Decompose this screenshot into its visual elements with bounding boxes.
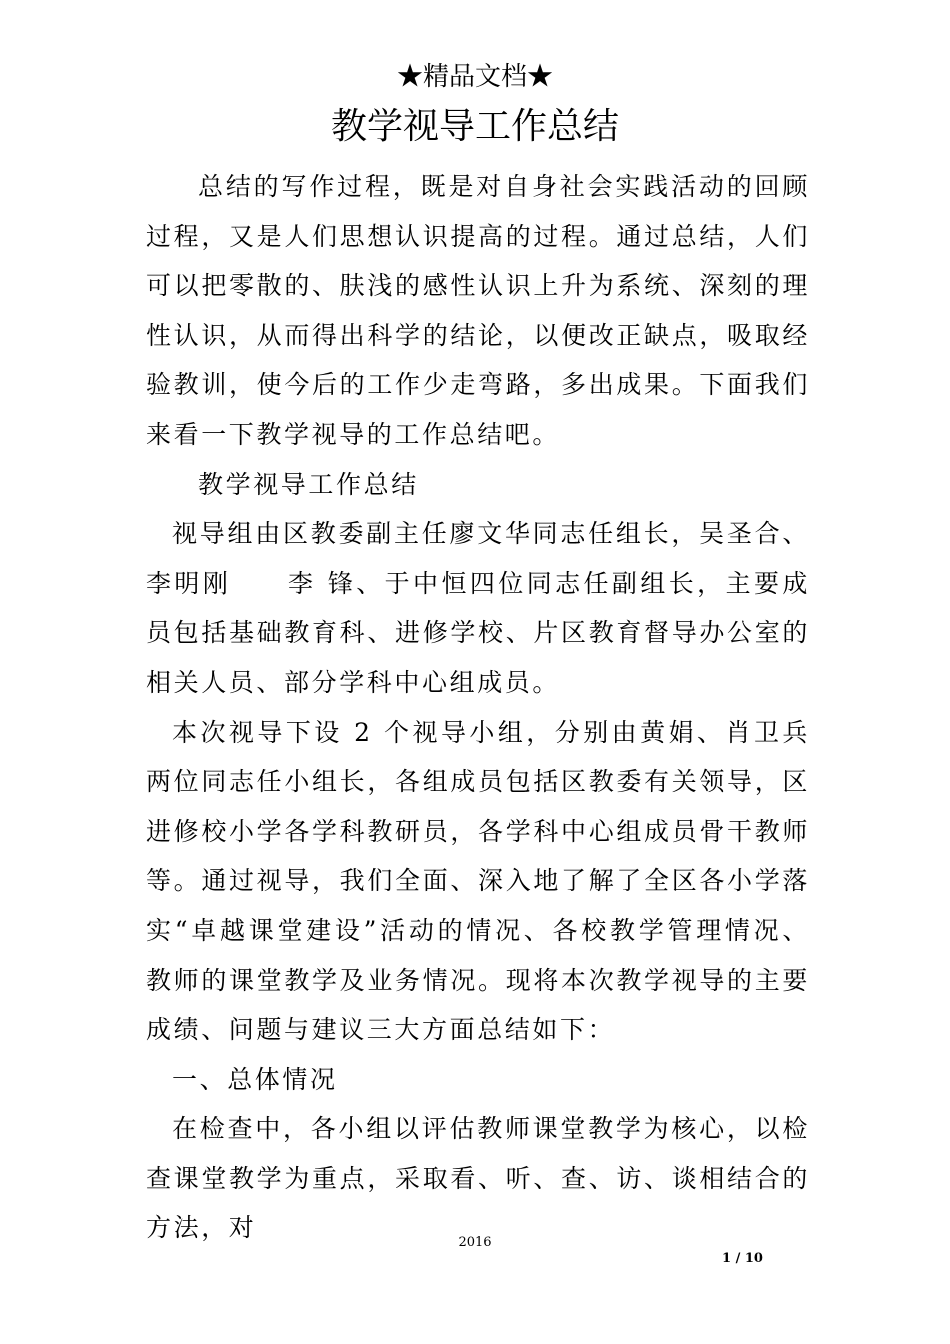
paragraph-intro: 总结的写作过程，既是对自身社会实践活动的回顾过程，又是人们思想认识提高的过程。通过总结，人们可以把零散的、肤浅的感性认识上升为系统、深刻的理性认识，从而得出科学的结论，以便改正缺点，吸取经验教训，使今后的工作少走弯路，多出成果。下面我们来看一下教学视导的工作总结吧。: [146, 172, 810, 449]
section-heading-overview: 一、总体情况: [172, 1064, 338, 1094]
paragraph-groups: 本次视导下设 2 个视导小组，分别由黄娟、肖卫兵两位同志任小组长，各组成员包括区教委有关领导，区进修校小学各学科教研员，各学科中心组成员骨干教师等。通过视导，我们全面、深入地了解了全区各小学落实“卓越课堂建设”活动的情况、各校教学管理情况、教师的课堂教学及业务情况。现将本次教学视导的主要成绩、问题与建议三大方面总结如下：: [146, 717, 810, 1045]
document-title: 教学视导工作总结: [330, 106, 619, 147]
footer-year: 2016: [458, 1235, 492, 1250]
page-number: 1 / 10: [722, 1251, 763, 1266]
document-body: [146, 162, 810, 1253]
paragraph-team: 视导组由区教委副主任廖文华同志任组长，吴圣合、李明刚 李 锋、于中恒四位同志任副组长，主要成员包括基础教育科、进修学校、片区教育督导办公室的相关人员、部分学科中心组成员。: [146, 519, 810, 697]
paragraph-subtitle: 教学视导工作总结: [198, 469, 419, 499]
paragraph-inspection: 在检查中，各小组以评估教师课堂教学为核心，以检查课堂教学为重点，采取看、听、查、访、谈相结合的方法，对: [146, 1114, 810, 1243]
header-mark: ★精品文档★: [396, 62, 553, 92]
